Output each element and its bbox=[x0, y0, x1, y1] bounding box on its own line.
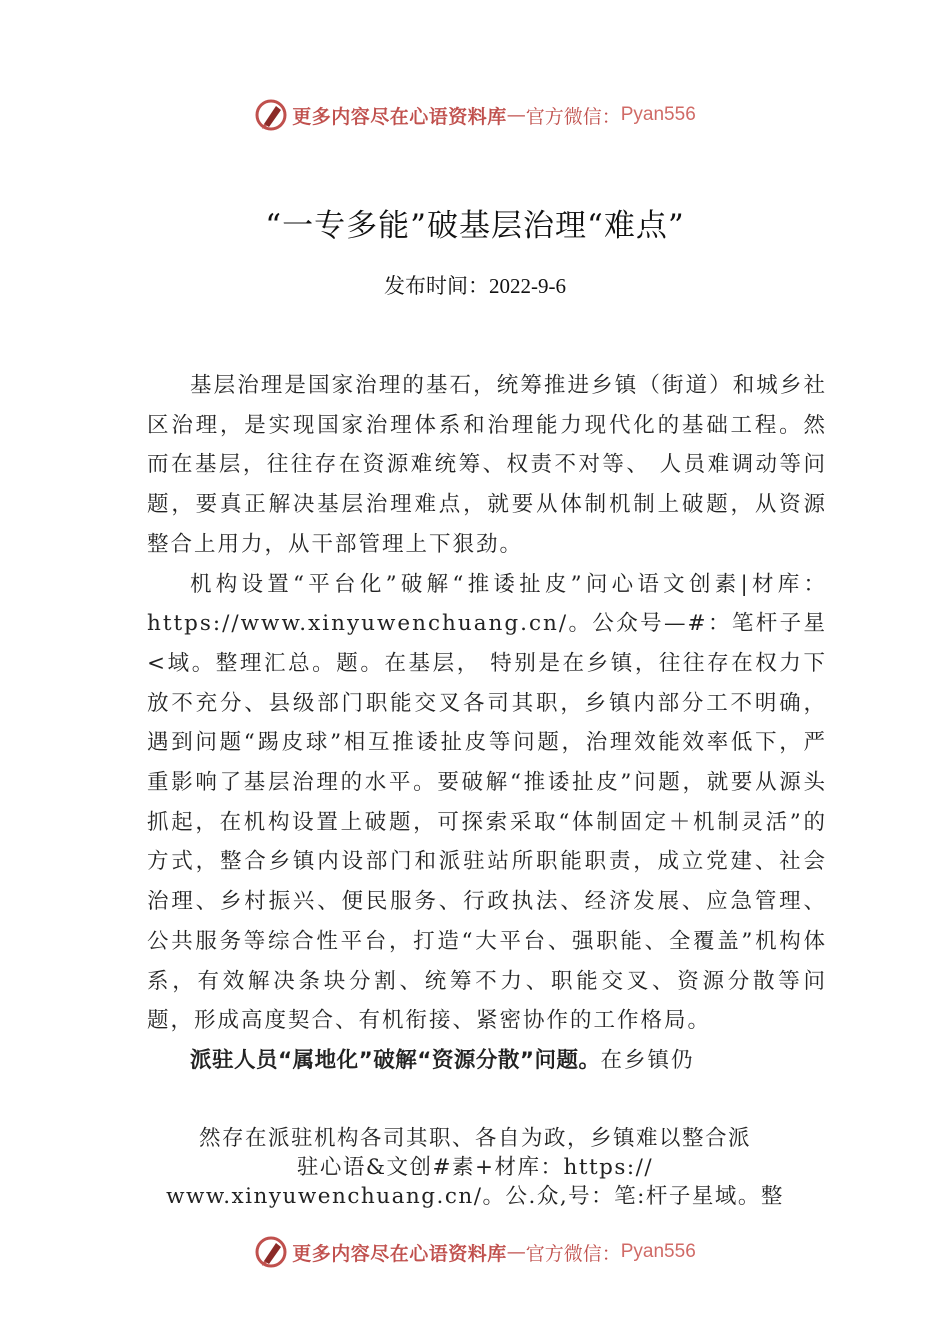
paragraph-3-continuation bbox=[0, 1124, 950, 1211]
footer-banner bbox=[0, 1232, 950, 1272]
pen-nib-logo-icon bbox=[254, 1235, 288, 1269]
banner-separator: — bbox=[506, 1241, 526, 1263]
header-banner bbox=[0, 95, 950, 135]
banner-wechat-label: 官方微信： bbox=[525, 105, 621, 128]
pen-nib-logo-icon bbox=[254, 98, 288, 132]
article-body bbox=[147, 366, 827, 1081]
tail-line-2: 驻心语&文创#素+材库：https:// bbox=[296, 1155, 654, 1180]
banner-wechat-id: Pyan556 bbox=[620, 104, 696, 125]
paragraph-3-text: 在乡镇仍 bbox=[600, 1047, 695, 1073]
banner-brand: 更多内容尽在心语资料库 bbox=[292, 105, 507, 128]
banner-wechat-label: 官方微信： bbox=[525, 1242, 621, 1265]
banner-wechat-id: Pyan556 bbox=[620, 1241, 696, 1262]
publish-date-line bbox=[0, 270, 950, 300]
document-title: “一专多能”破基层治理“难点” bbox=[265, 208, 685, 244]
publish-date: 2022-9-6 bbox=[489, 274, 566, 298]
paragraph-2: 机构设置“平台化”破解“推诿扯皮”问心语文创素|材库：https://www.xinyuwenchuang.cn/。公众号—#：笔杆子星<域。整理汇总。题。在基层， 特别是在乡镇，往往存在权力下放不充分、县级部门职能交叉各司其职，乡镇内部分工不明确，遇到问题“踢皮球”相互推诿扯皮等问题，治理效能效率低下，严重影响了基层治理的水平。要破解“推诿扯皮”问题，就要从源头抓起，在机构设置上破题，可探索采取“体制固定＋机制灵活”的方式，整合乡镇内设部门和派驻站所职能职责，成立党建、社会治理、乡村振兴、便民服务、行政执法、经济发展、应急管理、公共服务等综合性平台，打造“大平台、强职能、全覆盖”机构体系，有效解决条块分割、统筹不力、职能交叉、资源分散等问题，形成高度契合、有机衔接、紧密协作的工作格局。 bbox=[147, 571, 827, 1034]
paragraph-1: 基层治理是国家治理的基石，统筹推进乡镇（街道）和城乡社区治理，是实现国家治理体系和治理能力现代化的基础工程。然而在基层，往往存在资源难统筹、权责不对等、 人员难调动等问题，要真正解决基层治理难点，就要从体制机制上破题，从资源整合上用力，从干部管理上下狠劲。 bbox=[147, 373, 827, 557]
paragraph-3-heading: 派驻人员“属地化”破解“资源分散”问题。 bbox=[190, 1047, 601, 1073]
tail-line-3: www.xinyuwenchuang.cn/。公.众,号：笔:杆子星域。整 bbox=[166, 1184, 784, 1209]
banner-brand: 更多内容尽在心语资料库 bbox=[292, 1242, 507, 1265]
paragraph-3 bbox=[147, 1041, 827, 1081]
publish-label: 发布时间： bbox=[384, 274, 489, 298]
banner-separator: — bbox=[506, 104, 526, 126]
tail-line-1: 然存在派驻机构各司其职、各自为政，乡镇难以整合派 bbox=[198, 1126, 751, 1151]
